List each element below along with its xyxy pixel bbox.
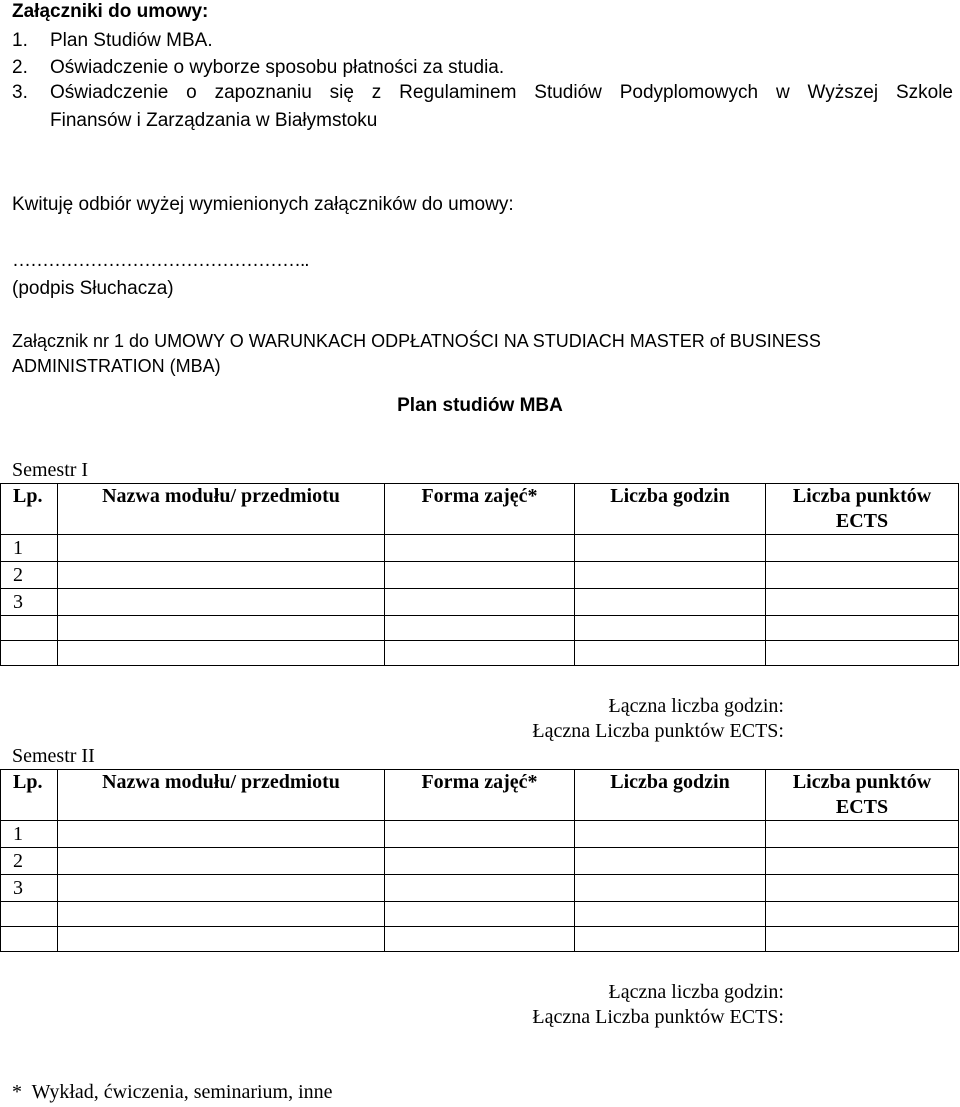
annex-title-line1: Załącznik nr 1 do UMOWY O WARUNKACH ODPŁATNOŚCI NA STUDIACH MASTER of BUSINESS [12, 331, 821, 351]
table-row [1, 848, 959, 875]
header-ects [766, 770, 959, 821]
ects-cell[interactable] [766, 927, 959, 952]
form-cell[interactable] [385, 641, 575, 666]
header-ects-line2: ECTS [835, 510, 889, 532]
header-lp: Lp. [1, 770, 58, 821]
hours-cell[interactable] [575, 848, 766, 875]
ects-cell[interactable] [766, 535, 959, 562]
attachment-number: 2. [12, 57, 28, 78]
signature-label: (podpis Słuchacza) [12, 278, 174, 299]
hours-cell[interactable] [575, 821, 766, 848]
table-row [1, 875, 959, 902]
table-header-row [1, 484, 959, 535]
attachments-title: Załączniki do umowy: [12, 1, 209, 22]
attachment-text: Oświadczenie o wyborze sposobu płatności za studia. [50, 57, 505, 78]
header-form: Forma zajęć* [385, 770, 575, 821]
header-ects-line1: Liczba punktów [792, 771, 932, 793]
table-row [1, 641, 959, 666]
ects-cell[interactable] [766, 562, 959, 589]
semester-1-total-hours: Łączna liczba godzin: [608, 695, 784, 717]
semester-1-table [0, 483, 959, 666]
semester-2-total-hours: Łączna liczba godzin: [608, 981, 784, 1003]
semester-1-total-ects: Łączna Liczba punktów ECTS: [532, 720, 784, 742]
footnote: * Wykład, ćwiczenia, seminarium, inne [12, 1081, 333, 1103]
ects-cell[interactable] [766, 589, 959, 616]
table-row [1, 902, 959, 927]
header-module: Nazwa modułu/ przedmiotu [58, 484, 385, 535]
semester-1-label: Semestr I [12, 459, 89, 481]
table-row [1, 535, 959, 562]
header-module: Nazwa modułu/ przedmiotu [58, 770, 385, 821]
header-form: Forma zajęć* [385, 484, 575, 535]
form-cell[interactable] [385, 848, 575, 875]
form-cell[interactable] [385, 616, 575, 641]
module-cell[interactable] [58, 927, 385, 952]
semester-2-total-ects: Łączna Liczba punktów ECTS: [532, 1006, 784, 1028]
table-row [1, 589, 959, 616]
ects-cell[interactable] [766, 875, 959, 902]
hours-cell[interactable] [575, 535, 766, 562]
header-ects-line2: ECTS [835, 796, 889, 818]
header-hours: Liczba godzin [575, 484, 766, 535]
module-cell[interactable] [58, 641, 385, 666]
header-lp: Lp. [1, 484, 58, 535]
form-cell[interactable] [385, 821, 575, 848]
form-cell[interactable] [385, 562, 575, 589]
hours-cell[interactable] [575, 875, 766, 902]
hours-cell[interactable] [575, 641, 766, 666]
row-number: 3 [1, 875, 58, 902]
row-number: 1 [1, 535, 58, 562]
table-row [1, 616, 959, 641]
attachment-number: 3. [12, 82, 28, 103]
hours-cell[interactable] [575, 927, 766, 952]
plan-title: Plan studiów MBA [397, 395, 563, 416]
ects-cell[interactable] [766, 616, 959, 641]
semester-2-label: Semestr II [12, 745, 95, 767]
module-cell[interactable] [58, 589, 385, 616]
attachment-item-3 [0, 82, 960, 106]
attachment-item-2 [0, 57, 960, 81]
form-cell[interactable] [385, 535, 575, 562]
signature-dots: ………………………………………….. [12, 250, 309, 271]
attachment-item-1 [0, 30, 960, 54]
header-ects-line1: Liczba punktów [792, 485, 932, 507]
hours-cell[interactable] [575, 616, 766, 641]
row-number [1, 927, 58, 952]
attachment-number: 1. [12, 30, 28, 51]
hours-cell[interactable] [575, 562, 766, 589]
table-row [1, 927, 959, 952]
row-number [1, 641, 58, 666]
table-row [1, 821, 959, 848]
row-number: 2 [1, 562, 58, 589]
attachment-text-continuation: Finansów i Zarządzania w Białymstoku [50, 110, 378, 131]
table-header-row [1, 770, 959, 821]
module-cell[interactable] [58, 562, 385, 589]
row-number [1, 616, 58, 641]
receipt-text: Kwituję odbiór wyżej wymienionych załączników do umowy: [12, 194, 514, 215]
table-row [1, 562, 959, 589]
header-ects [766, 484, 959, 535]
module-cell[interactable] [58, 535, 385, 562]
attachment-text: Oświadczenie o zapoznaniu się z Regulaminem Studiów Podyplomowych w Wyższej Szkole [50, 82, 953, 103]
row-number [1, 902, 58, 927]
row-number: 2 [1, 848, 58, 875]
module-cell[interactable] [58, 848, 385, 875]
row-number: 3 [1, 589, 58, 616]
ects-cell[interactable] [766, 641, 959, 666]
header-hours: Liczba godzin [575, 770, 766, 821]
annex-title-line2: ADMINISTRATION (MBA) [12, 356, 221, 376]
hours-cell[interactable] [575, 589, 766, 616]
ects-cell[interactable] [766, 848, 959, 875]
ects-cell[interactable] [766, 902, 959, 927]
form-cell[interactable] [385, 902, 575, 927]
ects-cell[interactable] [766, 821, 959, 848]
module-cell[interactable] [58, 821, 385, 848]
attachment-text: Plan Studiów MBA. [50, 30, 213, 51]
row-number: 1 [1, 821, 58, 848]
module-cell[interactable] [58, 902, 385, 927]
form-cell[interactable] [385, 875, 575, 902]
module-cell[interactable] [58, 875, 385, 902]
hours-cell[interactable] [575, 902, 766, 927]
form-cell[interactable] [385, 927, 575, 952]
form-cell[interactable] [385, 589, 575, 616]
module-cell[interactable] [58, 616, 385, 641]
semester-2-table [0, 769, 959, 952]
